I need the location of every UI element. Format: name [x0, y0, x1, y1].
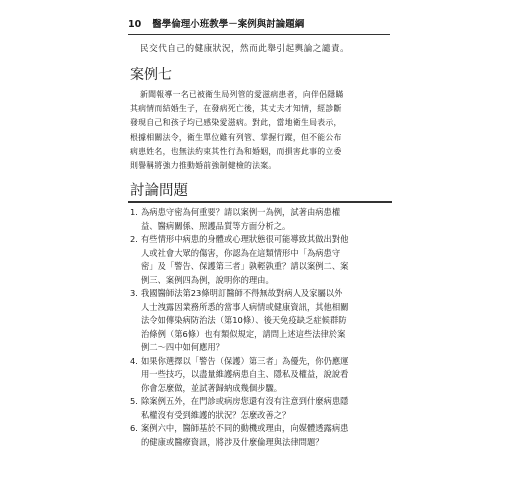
- question-number: 6.: [130, 423, 138, 433]
- case-line: 新聞報導一名已被衛生局列管的愛滋病患者，向伴侶隱瞞: [140, 90, 344, 99]
- question-item: [130, 233, 392, 287]
- question-line: 例三、案例四為例，說明你的理由。: [141, 274, 274, 285]
- question-line: 人或社會大眾的傷害，你認為在這類情形中「為病患守: [141, 247, 341, 258]
- question-line: 密」及「警告、保護第三者」孰輕孰重？請以案例二、案: [141, 261, 349, 271]
- question-line: 例二～四中如何應用？: [141, 342, 224, 352]
- question-line: 有些情形中病患的身體或心理狀態很可能導致其做出對他: [141, 234, 349, 244]
- question-line: 法令如傳染病防治法（第10條）、後天免疫缺乏症候群防: [141, 315, 347, 325]
- question-item: [130, 206, 392, 233]
- case-line: 發現自己和孩子均已感染愛滋病。對此，當地衛生局表示，: [130, 118, 342, 128]
- question-item: [130, 395, 392, 422]
- page-number: 10: [128, 19, 142, 30]
- question-number: 3.: [130, 288, 138, 298]
- header-rule: [128, 34, 390, 35]
- case-line: 根據相關法令，衛生單位雖有列管、掌握行蹤，但不能公布: [130, 132, 342, 142]
- question-line: 的健康或醫療資訊，將涉及什麼倫理與法律問題？: [141, 436, 324, 447]
- question-line: 人士洩露因業務所悉的當事人病情或健康資訊，其他相關: [141, 301, 349, 312]
- question-line: 私權沒有受到維護的狀況？怎麼改善之？: [141, 409, 291, 420]
- question-number: 1.: [130, 207, 138, 217]
- question-number: 2.: [130, 234, 138, 244]
- question-line: 你會怎麼做，並試著歸納成幾個步驟。: [141, 382, 283, 393]
- discussion-title: 討論問題: [130, 183, 188, 199]
- case-title: 案例七: [130, 67, 172, 83]
- question-line: 益、醫病關係、照護品質等方面分析之。: [141, 220, 291, 231]
- question-line: 如果你選擇以「警告（保護）第三者」為優先，你仍應運: [141, 355, 349, 366]
- running-header: [128, 15, 378, 35]
- question-line: 除案例五外，在門診或病房您還有沒有注意到什麼病患隱: [141, 396, 349, 406]
- question-line: 我國醫師法第23條明訂醫師不得無故對病人及家屬以外: [141, 288, 343, 298]
- question-line: 治條例（第6條）也有類似規定，請問上述這些法律於案: [141, 328, 346, 339]
- header-title: 醫學倫理小班教學－案例與討論題綱: [152, 19, 305, 30]
- question-list: [130, 206, 392, 449]
- case-line: 則譽稱將強力推動婚前強制健檢的法案。: [130, 161, 277, 171]
- question-line: 用一些技巧，以盡量維護病患自主、隱私及權益，說說看: [141, 369, 349, 379]
- case-line: 其病情而結婚生子，在發病死亡後，其丈夫才知情，經診斷: [130, 104, 342, 114]
- question-number: 4.: [130, 355, 138, 366]
- question-line: 為病患守密為何重要？請以案例一為例，試著由病患權: [141, 207, 341, 217]
- case-body: [130, 88, 392, 173]
- question-item: [130, 422, 392, 449]
- discussion-rule: [128, 201, 392, 203]
- intro-text: 民交代自己的健康狀況，然而此舉引起輿論之譴責。: [140, 44, 350, 54]
- question-number: 5.: [130, 396, 138, 406]
- question-item: [130, 355, 392, 396]
- case-line: 病患姓名，也無法約束其性行為和婚姻，而損害此事的立委: [130, 146, 342, 156]
- question-item: [130, 287, 392, 355]
- question-line: 案例六中，醫師基於不同的動機或理由，向媒體透露病患: [141, 423, 349, 433]
